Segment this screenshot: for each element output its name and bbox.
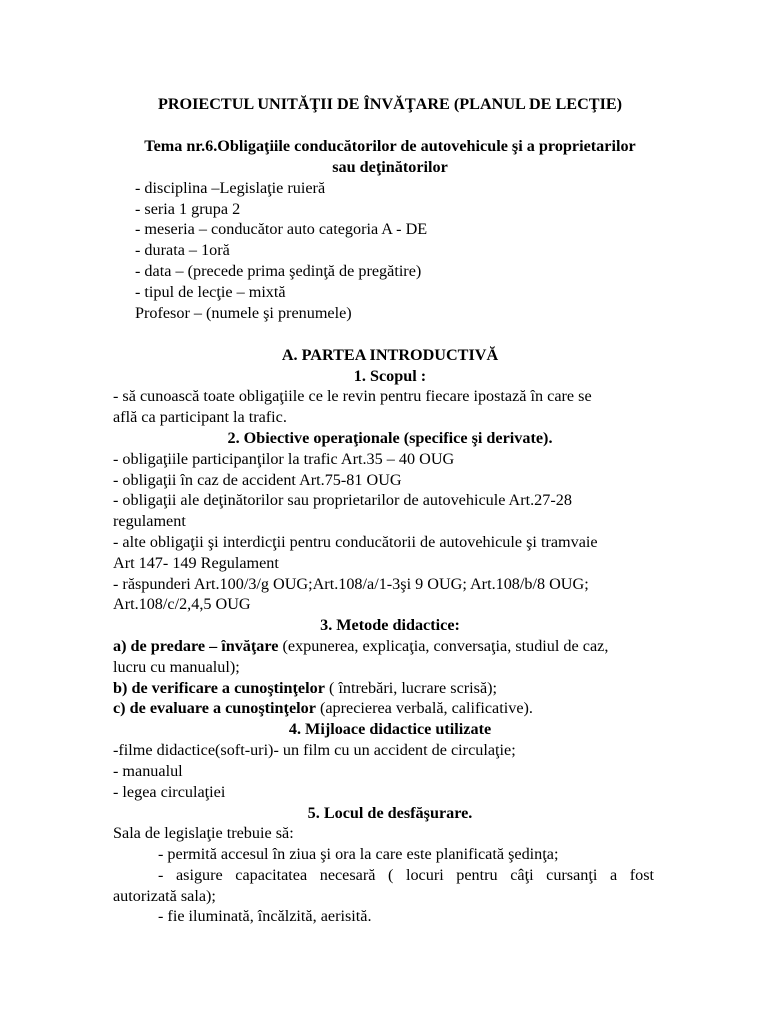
theme-line-2: sau deţinătorilor	[332, 158, 448, 176]
location-item-2-cont: autorizată sala);	[113, 887, 216, 905]
method-b-label: b) de verificare a cunoştinţelor	[113, 679, 325, 697]
location-item-1: - permită accesul în ziua şi ora la care este planificată şedinţa;	[158, 845, 559, 863]
means-heading: 4. Mijloace didactice utilizate	[288, 720, 492, 738]
method-a-text: (expunerea, explicaţia, conversaţia, studiul de caz,	[278, 637, 609, 655]
objective-line-1: - obligaţiile participanţilor la trafic Art.35 – 40 OUG	[113, 450, 455, 468]
objective-line-4: regulament	[113, 512, 186, 530]
method-c-line	[113, 698, 533, 719]
scope-line-1: - să cunoască toate obligaţiile ce le revin pentru fiecare ipostază în care se	[113, 387, 592, 405]
objective-line-5: - alte obligaţii şi interdicţii pentru conducătorii de autovehicule şi tramvaie	[113, 533, 598, 551]
objective-line-8: Art.108/c/2,4,5 OUG	[113, 595, 251, 613]
objective-line-2: - obligaţii în caz de accident Art.75-81 OUG	[113, 471, 402, 489]
scope-heading: 1. Scopul :	[353, 367, 427, 385]
detail-teacher: Profesor – (numele şi prenumele)	[135, 304, 352, 322]
detail-profession: - meseria – conducător auto categoria A - DE	[135, 220, 428, 238]
objective-line-7: - răspunderi Art.100/3/g OUG;Art.108/a/1-3şi 9 OUG; Art.108/b/8 OUG;	[113, 575, 589, 593]
method-b-text: ( întrebări, lucrare scrisă);	[324, 679, 498, 697]
location-heading: 5. Locul de desfăşurare.	[307, 804, 473, 822]
means-line-2: - manualul	[113, 762, 183, 780]
method-c-text: (aprecierea verbală, calificative).	[315, 699, 533, 717]
objective-line-6: Art 147- 149 Regulament	[113, 554, 279, 572]
objective-line-3: - obligaţii ale deţinătorilor sau proprietarilor de autovehicule Art.27-28	[113, 491, 572, 509]
detail-date: - data – (precede prima şedinţă de pregătire)	[135, 262, 422, 280]
objectives-heading: 2. Obiective operaţionale (specifice şi derivate).	[227, 429, 553, 447]
detail-duration: - durata – 1oră	[135, 241, 230, 259]
section-a-heading: A. PARTEA INTRODUCTIVĂ	[281, 346, 499, 364]
detail-series: - seria 1 grupa 2	[135, 200, 241, 218]
location-item-3: - fie iluminată, încălzită, aerisită.	[158, 907, 372, 925]
method-a-text-2: lucru cu manualul);	[113, 658, 240, 676]
detail-discipline: - disciplina –Legislaţie ruieră	[135, 179, 326, 197]
method-b-line	[113, 678, 497, 699]
document-title: PROIECTUL UNITĂŢII DE ÎNVĂŢARE (PLANUL DE LECŢIE)	[157, 95, 623, 113]
location-item-2: - asigure capacitatea necesară ( locuri pentru câţi cursanţi a fost	[158, 866, 654, 884]
method-a-label: a) de predare – învăţare	[113, 637, 279, 655]
method-c-label: c) de evaluare a cunoştinţelor	[113, 699, 316, 717]
method-a-line	[113, 636, 608, 657]
methods-heading: 3. Metode didactice:	[320, 616, 460, 634]
theme-line-1: Tema nr.6.Obligaţiile conducătorilor de autovehicule şi a proprietarilor	[144, 137, 636, 155]
detail-lesson-type: - tipul de lecţie – mixtă	[135, 283, 286, 301]
scope-line-2: află ca participant la trafic.	[113, 408, 287, 426]
location-intro: Sala de legislaţie trebuie să:	[113, 824, 294, 842]
means-line-1: -filme didactice(soft-uri)- un film cu un accident de circulaţie;	[113, 741, 516, 759]
means-line-3: - legea circulaţiei	[113, 783, 226, 801]
